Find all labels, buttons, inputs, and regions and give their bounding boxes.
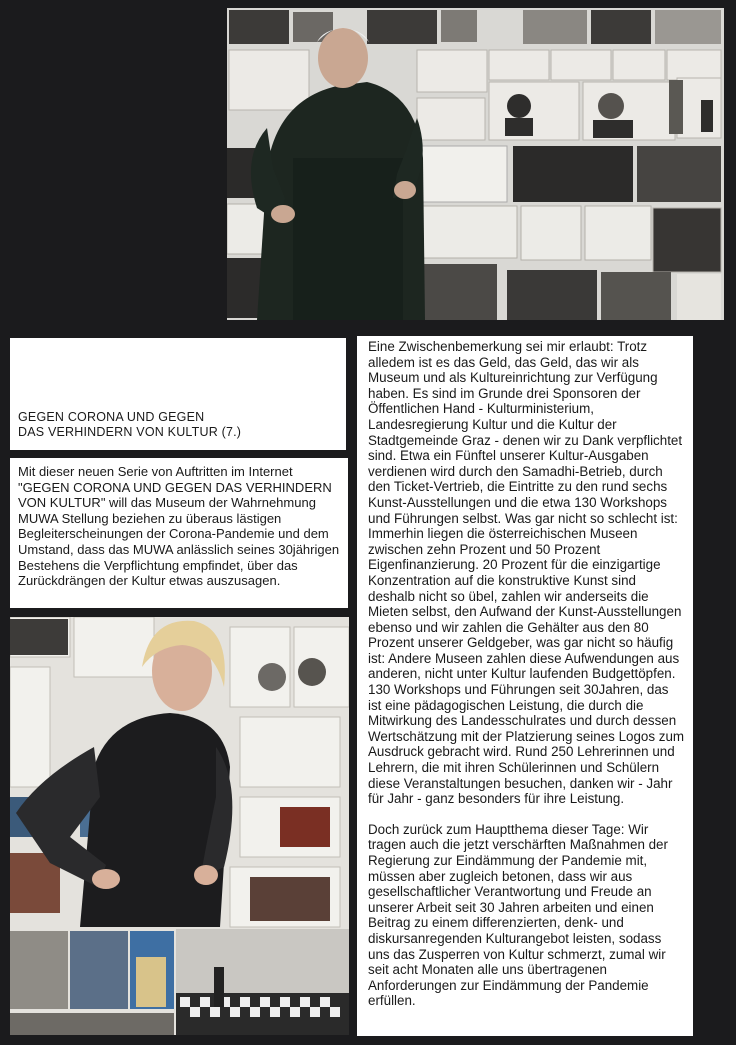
intro-text: Mit dieser neuen Serie von Auftritten im Internet "GEGEN CORONA UND GEGEN DAS VERHINDERN VON KULTUR" will das Museum der Wahrnehmung MUWA Stellung beziehen zu überaus lästigen Begleiterscheinungen der Corona-Pandemie und dem Umstand, dass das MUWA anlässlich seines 30jährigen Bestehens die Verpflichtung empfindet, über das Zurückdrängen der Kultur etwas auszusagen. [18, 464, 340, 589]
body-paragraph-1: Eine Zwischenbemerkung sei mir erlaubt: Trotz alledem ist es das Geld, das Geld, das wir als Museum und als Kultureinrichtung zur Verfügung haben. Es sind im Grunde drei Sponsoren der Öffentlichen Hand - Kulturministerium, Landesregierung Kultur und die Kultur der Stadtgemeinde Graz - denen wir zu Dank verpflichtet sind. Etwa ein Fünftel unserer Kultur-Ausgaben verdienen wird durch den Samadhi-Betrieb, durch den Ticket-Vertrieb, die Eintritte zu den rund sechs Kunst-Ausstellungen und die etwa 130 Workshops und Führungen selbst. Was gar nicht so schlecht ist: Immerhin liegen die österreichischen Museen zwischen zehn Prozent und 50 Prozent Eigenfinanzierung. 20 Prozent für die einzigartige Konzentration auf die konstruktive Kunst sind deshalb nicht so übel, zahlen wir anderseits die Mieten selbst, den Aufwand der Kunst-Ausstellungen ebenso und wir zahlen die Gehälter aus den 80 Prozent unserer Geldgeber, was gar nicht so häufig ist: Andere Museen zahlen diese Aufwendungen aus anderen, nicht unter Kultur laufenden Budgettöpfen. 130 Workshops und Führungen seit 30Jahren, das ist eine pädagogischen Leistung, die durch die Mitwirkung des Landesschulrates und durch dessen Wertschätzung mit der Platzierung seines Logos zum Ausdruck gebracht wird. Rund 250 Lehrerinnen und Lehrern, die mit ihren Schülerinnen und Schülern diese Veranstaltungen besuchen, danken wir - Jahr für Jahr - ganz besonders für ihre Leistung. [368, 339, 685, 807]
intro-card [10, 458, 348, 608]
article-body-card [357, 336, 693, 1036]
series-title: GEGEN CORONA UND GEGEN DAS VERHINDERN VON KULTUR (7.) [18, 410, 242, 439]
series-title-card [10, 338, 346, 450]
photo-woman-exhibition-wall [10, 617, 349, 1035]
body-paragraph-2: Doch zurück zum Hauptthema dieser Tage: Wir tragen auch die jetzt verschärften Maßnahmen der Regierung zur Eindämmung der Pandemie mit, müssen aber zugleich betonen, dass wir aus gesellschaftlicher Verantwortung und Freude an unserer Arbeit seit 30 Jahren arbeiten und einen Beitrag zu einem differenzierten, denk- und diskursanregenden Kulturangebot leisten, sodass uns das Zusperren von Kultur schmerzt, zumal wir seit acht Monaten alle uns übertragenen Anforderungen zur Eindämmung der Pandemie erfüllen. [368, 821, 668, 1009]
photo-man-exhibition-wall [227, 8, 724, 320]
